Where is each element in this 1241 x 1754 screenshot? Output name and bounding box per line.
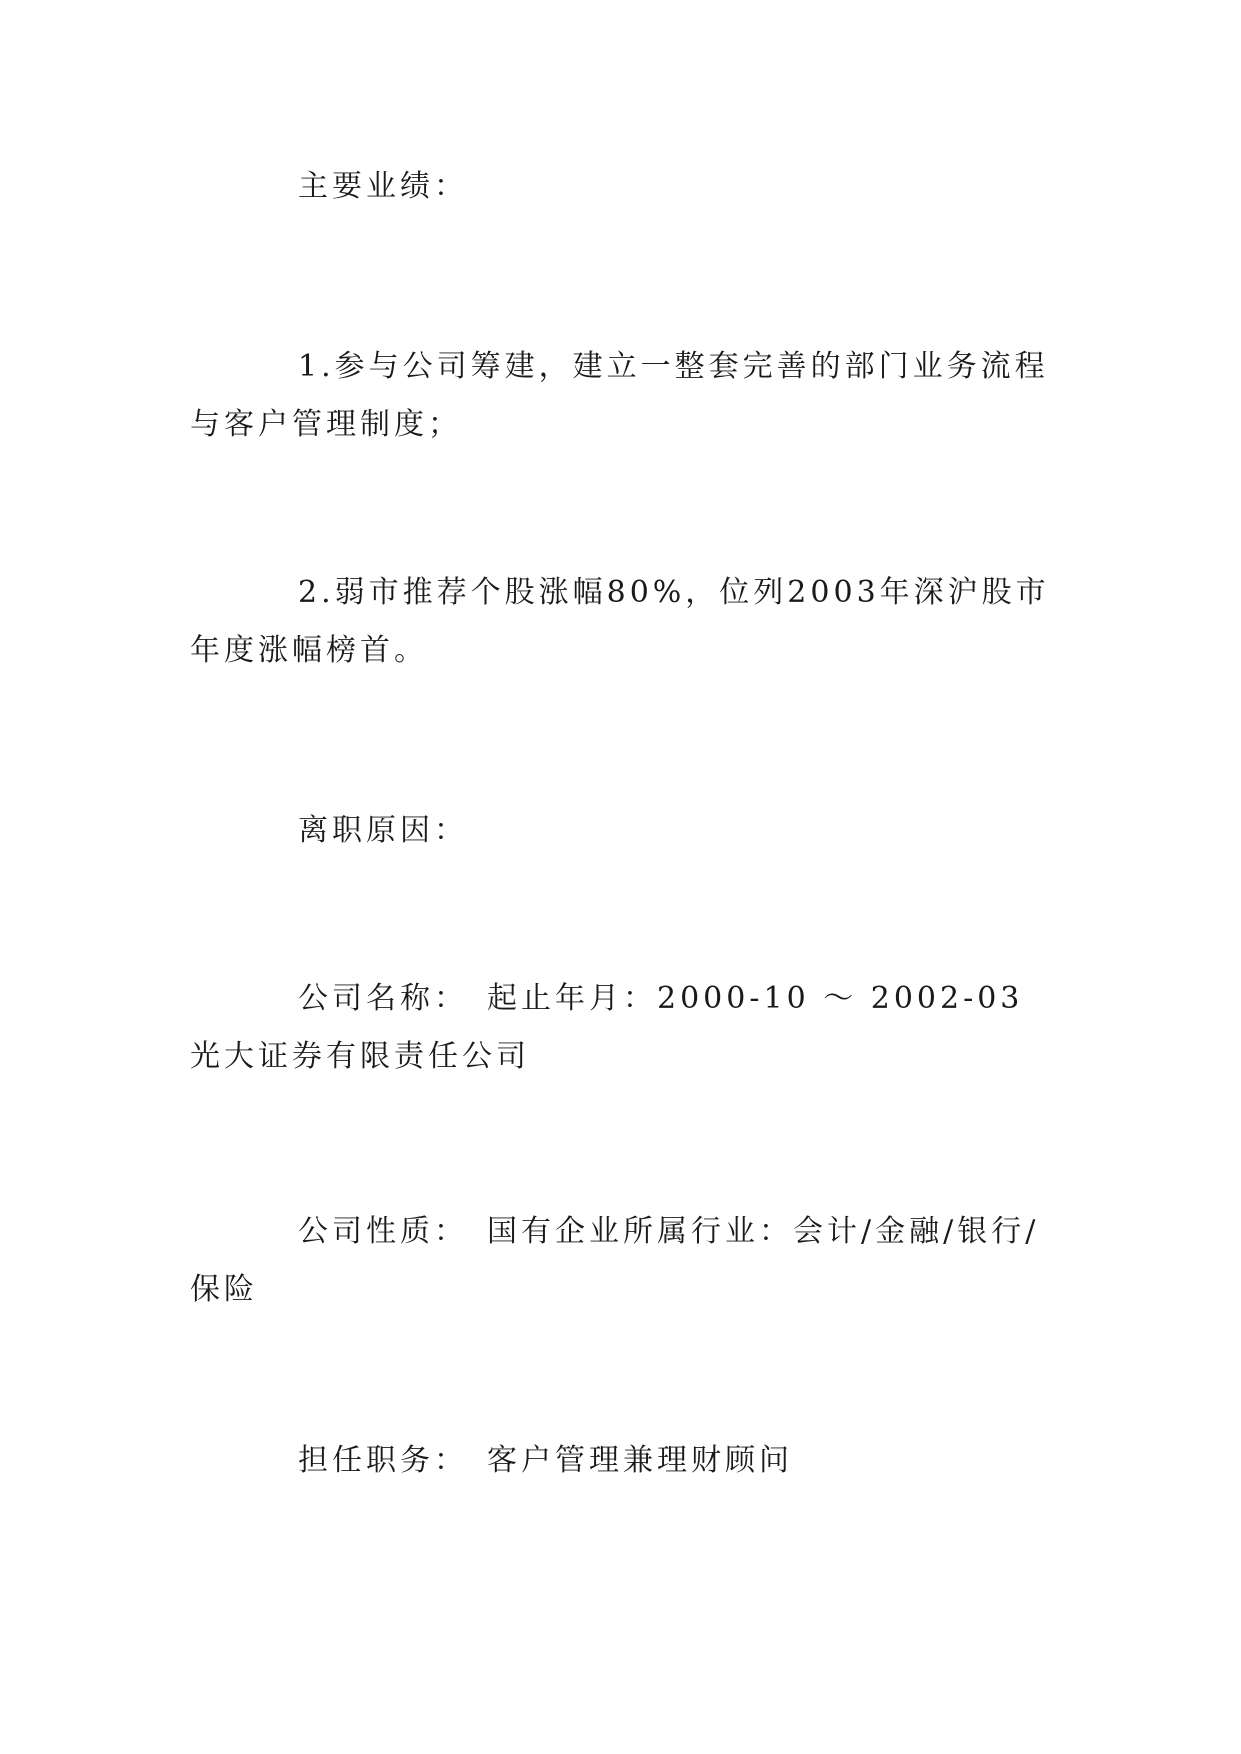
section-heading-achievements: 主要业绩： — [298, 169, 468, 204]
company-type-line: 公司性质： 国有企业所属行业：会计/金融/银行/保险 — [190, 1214, 1040, 1307]
position-line: 担任职务： 客户管理兼理财顾问 — [298, 1443, 793, 1478]
section-heading-leave-reason: 离职原因： — [298, 813, 468, 848]
achievement-item-2: 2.弱市推荐个股涨幅80%，位列2003年深沪股市年度涨幅榜首。 — [190, 575, 1050, 668]
achievement-item-1: 1.参与公司筹建，建立一整套完善的部门业务流程与客户管理制度； — [190, 349, 1049, 442]
company-name-line: 公司名称： 起止年月：2000-10 ～ 2002-03光大证券有限责任公司 — [190, 981, 1024, 1074]
